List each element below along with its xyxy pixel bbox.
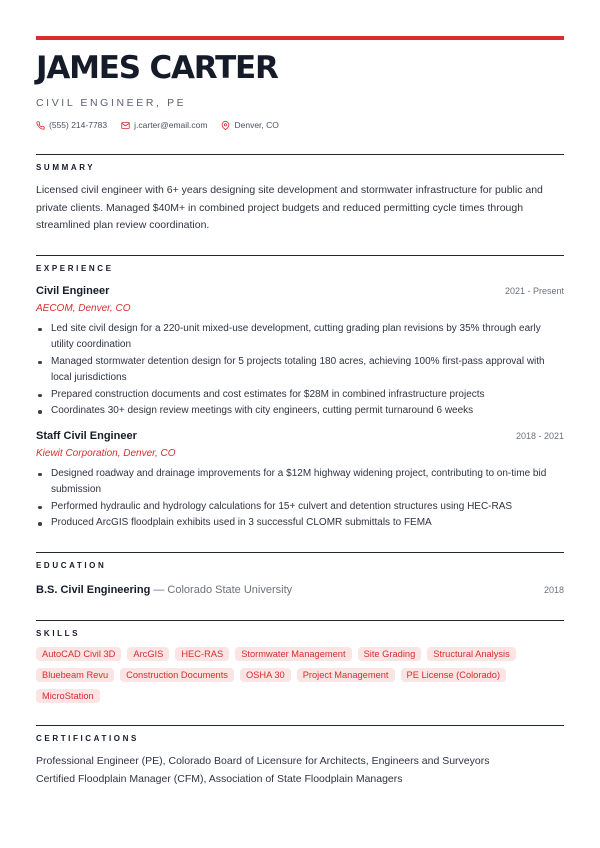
job-dates: 2018 - 2021: [515, 430, 564, 441]
job-entry: [36, 283, 564, 420]
bullet-item: Managed stormwater detention design for 5 projects totaling 180 acres, achieving 100% first-pass approval with local jurisdictions: [36, 354, 564, 387]
certifications-section: [36, 725, 564, 788]
bullet-item: Designed roadway and drainage improvements for a $12M highway widening project, contributing to on-time bid submission: [36, 466, 564, 499]
skill-chip: HEC-RAS: [175, 647, 229, 661]
skill-chip: Structural Analysis: [427, 647, 515, 661]
section-heading: SUMMARY: [36, 163, 96, 172]
bullet-item: Led site civil design for a 220-unit mixed-use development, cutting grading plan revisions by 35% through early utility coordination: [36, 321, 564, 354]
job-title: Staff Civil Engineer: [36, 429, 137, 442]
skill-chip: AutoCAD Civil 3D: [36, 647, 121, 661]
phone-icon: [36, 121, 45, 130]
job-bullets: [36, 321, 564, 420]
contact-row: [36, 118, 564, 132]
job-bullets: [36, 466, 564, 532]
resume-page: [36, 36, 564, 788]
accent-bar: [36, 36, 564, 40]
certification-item: Certified Floodplain Manager (CFM), Association of State Floodplain Managers: [36, 772, 403, 785]
bullet-item: Performed hydraulic and hydrology calculations for 15+ culvert and detention structures using HEC-RAS: [36, 499, 564, 516]
education-section: [36, 552, 564, 598]
job-company: AECOM, Denver, CO: [36, 302, 131, 314]
section-heading: SKILLS: [36, 628, 81, 638]
candidate-name: JAMES CARTER: [36, 50, 278, 86]
skill-chip: Construction Documents: [120, 668, 234, 682]
section-heading: CERTIFICATIONS: [36, 733, 139, 743]
skill-chip: Stormwater Management: [235, 647, 351, 661]
degree: B.S. Civil Engineering: [36, 583, 151, 596]
contact-location: [221, 120, 278, 130]
summary-text: Licensed civil engineer with 6+ years designing site development and stormwater infrastructure for public and private clients. Managed $40M+ in combined project budgets and reduced permitting cycle times through streamlined plan review coordination.: [36, 184, 543, 231]
skills-section: [36, 620, 564, 703]
job-title: Civil Engineer: [36, 284, 110, 297]
skill-chip: ArcGIS: [127, 647, 169, 661]
experience-section: [36, 255, 564, 532]
job-entry: [36, 428, 564, 532]
skill-chip: MicroStation: [36, 689, 100, 703]
contact-phone: [36, 120, 107, 130]
degree-separator: —: [150, 583, 168, 596]
skill-chip: PE License (Colorado): [401, 668, 507, 682]
job-company: Kiewit Corporation, Denver, CO: [36, 447, 176, 459]
contact-email[interactable]: [121, 120, 207, 130]
map-pin-icon: [221, 121, 230, 130]
email-text: j.carter@email.com: [134, 120, 208, 130]
certification-item: Professional Engineer (PE), Colorado Board of Licensure for Architects, Engineers and Surveyors: [36, 754, 490, 767]
bullet-item: Produced ArcGIS floodplain exhibits used in 3 successful CLOMR submittals to FEMA: [36, 515, 564, 532]
skill-chip: Site Grading: [358, 647, 422, 661]
skill-chip: Bluebeam Revu: [36, 668, 114, 682]
school: Colorado State University: [167, 583, 293, 596]
skill-chip: OSHA 30: [240, 668, 291, 682]
mail-icon: [121, 121, 130, 130]
education-entry: [36, 580, 564, 598]
summary-section: [36, 154, 564, 235]
bullet-item: Prepared construction documents and cost estimates for $28M in combined infrastructure projects: [36, 387, 564, 404]
section-heading: EDUCATION: [36, 560, 107, 570]
graduation-year: 2018: [543, 584, 564, 595]
phone-text: (555) 214-7783: [49, 120, 108, 130]
skills-list: [36, 647, 536, 703]
candidate-title: CIVIL ENGINEER, PE: [36, 97, 187, 109]
job-dates: 2021 - Present: [504, 285, 564, 296]
bullet-item: Coordinates 30+ design review meetings with city engineers, cutting permit turnaround 6 weeks: [36, 403, 564, 420]
section-heading: EXPERIENCE: [36, 263, 114, 273]
skill-chip: Project Management: [297, 668, 395, 682]
location-text: Denver, CO: [234, 120, 279, 130]
